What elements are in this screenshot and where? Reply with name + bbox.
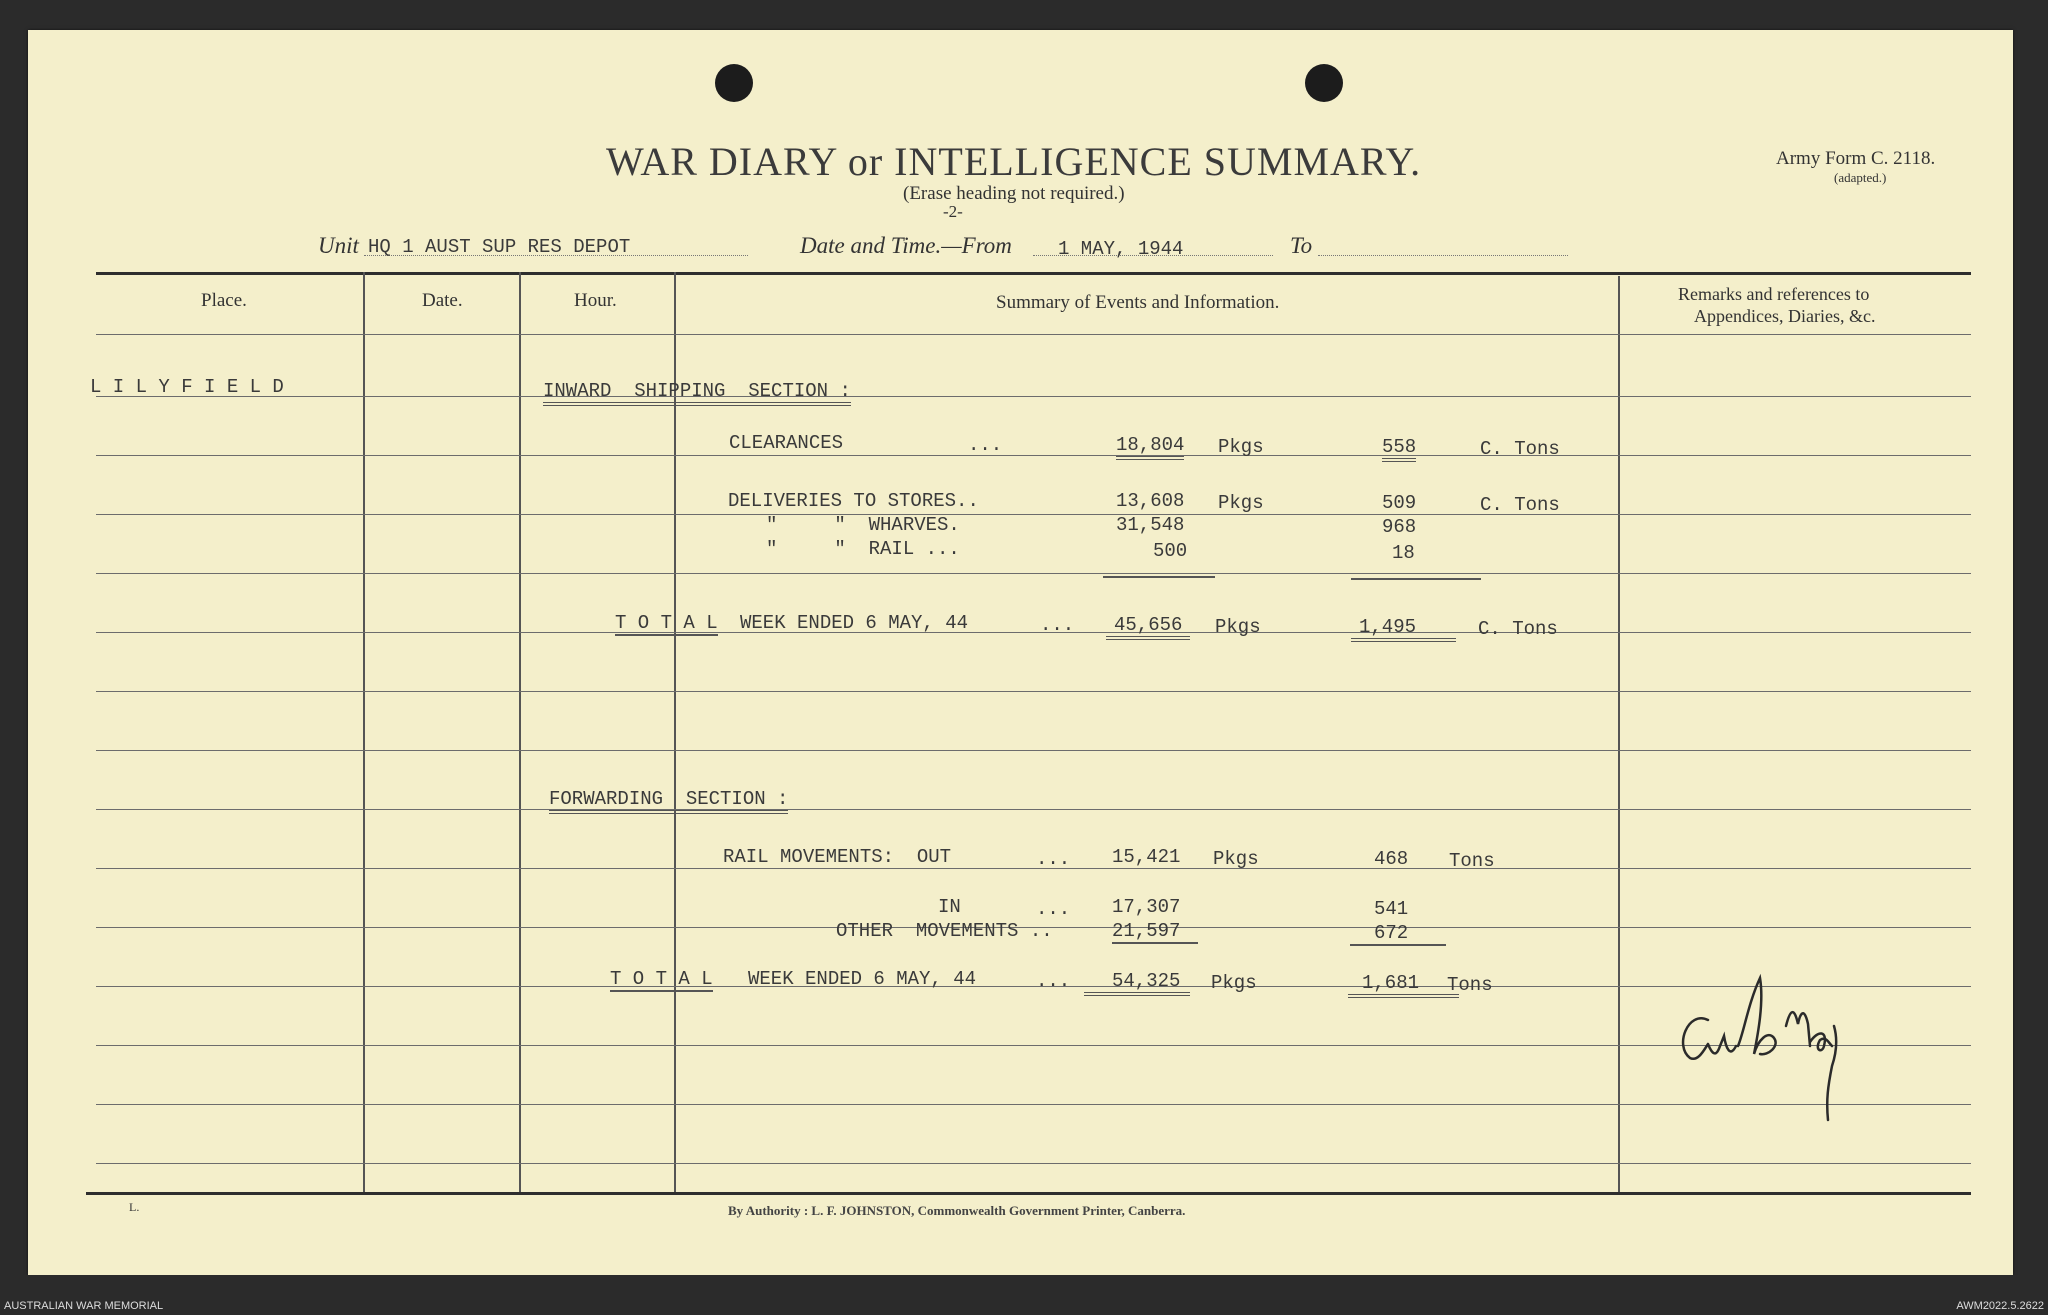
row-rule bbox=[96, 691, 1971, 692]
army-form-adapted: (adapted.) bbox=[1834, 170, 1887, 185]
subtotal-rule bbox=[1103, 576, 1215, 578]
forwarding-total-pkgs: 54,325 bbox=[1084, 970, 1190, 996]
ctons-unit: C. Tons bbox=[1478, 618, 1558, 640]
deliveries-stores-label: DELIVERIES TO STORES.. bbox=[728, 490, 979, 512]
clearances-pkgs: 18,804 bbox=[1116, 434, 1184, 460]
diary-page bbox=[28, 30, 2013, 1275]
row-rule bbox=[96, 809, 1971, 810]
rail-in-tons: 541 bbox=[1374, 898, 1409, 920]
forwarding-total-word: T O T A L bbox=[610, 968, 713, 990]
clearances-dots: ... bbox=[968, 434, 1003, 456]
other-movements-tons: 672 bbox=[1350, 922, 1446, 946]
other-movements-pkgs: 21,597 bbox=[1112, 920, 1198, 944]
rail-in-pkgs: 17,307 bbox=[1112, 896, 1181, 918]
rail-out-pkgs: 15,421 bbox=[1112, 846, 1181, 868]
place-entry: L I L Y F I E L D bbox=[90, 376, 284, 398]
forwarding-total-label: WEEK ENDED 6 MAY, 44 bbox=[748, 968, 977, 990]
unit-value: HQ 1 AUST SUP RES DEPOT bbox=[368, 236, 631, 258]
deliveries-stores-pkgs: 13,608 bbox=[1116, 490, 1185, 512]
to-label: To bbox=[1290, 233, 1313, 258]
pkgs-unit: Pkgs bbox=[1211, 972, 1257, 994]
column-divider bbox=[363, 272, 365, 1192]
header-remarks-2: Appendices, Diaries, &c. bbox=[1694, 306, 1876, 326]
header-hour: Hour. bbox=[574, 290, 617, 311]
forwarding-total-dots: ... bbox=[1036, 970, 1071, 992]
wharves-tons: 968 bbox=[1382, 516, 1417, 538]
signature bbox=[1668, 950, 1868, 1130]
rail-pkgs: 500 bbox=[1153, 540, 1188, 562]
wharves-label: " " WHARVES. bbox=[766, 514, 960, 536]
forwarding-total-tons: 1,681 bbox=[1348, 972, 1459, 998]
pkgs-unit: Pkgs bbox=[1218, 492, 1264, 514]
archive-caption-bar bbox=[0, 1275, 2048, 1315]
rail-out-dots: ... bbox=[1036, 848, 1071, 870]
rail-tons: 18 bbox=[1392, 542, 1415, 564]
form-title: WAR DIARY or INTELLIGENCE SUMMARY. bbox=[606, 139, 1422, 184]
punch-hole bbox=[1305, 64, 1343, 102]
header-remarks-1: Remarks and references to bbox=[1678, 284, 1870, 304]
rail-label: " " RAIL ... bbox=[766, 538, 960, 560]
date-time-label: Date and Time.—From bbox=[800, 233, 1012, 258]
inward-total-pkgs: 45,656 bbox=[1106, 614, 1190, 640]
tons-unit: Tons bbox=[1449, 850, 1495, 872]
inward-total-label: WEEK ENDED 6 MAY, 44 bbox=[740, 612, 969, 634]
rail-in-label: IN bbox=[938, 896, 961, 918]
row-rule bbox=[96, 573, 1971, 574]
header-summary: Summary of Events and Information. bbox=[996, 292, 1280, 313]
page-number: -2- bbox=[943, 202, 963, 221]
row-rule bbox=[96, 1163, 1971, 1164]
row-rule bbox=[96, 455, 1971, 456]
row-rule bbox=[96, 396, 1971, 397]
rail-out-tons: 468 bbox=[1374, 848, 1409, 870]
rail-movements-label: RAIL MOVEMENTS: OUT bbox=[723, 846, 952, 868]
archive-caption-right: AWM2022.5.2622 bbox=[1956, 1300, 2044, 1312]
other-movements-label: OTHER MOVEMENTS .. bbox=[836, 920, 1053, 942]
inward-total-dots: ... bbox=[1040, 614, 1075, 636]
header-date: Date. bbox=[422, 290, 463, 311]
punch-hole bbox=[715, 64, 753, 102]
column-divider bbox=[1618, 276, 1620, 1192]
pkgs-unit: Pkgs bbox=[1218, 436, 1264, 458]
row-rule bbox=[96, 632, 1971, 633]
column-divider bbox=[519, 272, 521, 1192]
army-form-number: Army Form C. 2118. bbox=[1776, 148, 1936, 169]
wharves-pkgs: 31,548 bbox=[1116, 514, 1185, 536]
printer-authority: By Authority : L. F. JOHNSTON, Commonwealth Government Printer, Canberra. bbox=[728, 1203, 1186, 1218]
deliveries-stores-tons: 509 bbox=[1382, 492, 1417, 514]
inward-total-word: T O T A L bbox=[615, 612, 718, 634]
ctons-unit: C. Tons bbox=[1480, 438, 1560, 460]
table-top-border bbox=[96, 272, 1971, 275]
form-subtitle: (Erase heading not required.) bbox=[903, 183, 1125, 204]
printer-code: L. bbox=[129, 1200, 140, 1214]
row-rule bbox=[96, 868, 1971, 869]
pkgs-unit: Pkgs bbox=[1215, 616, 1261, 638]
unit-label: Unit bbox=[318, 233, 359, 258]
pkgs-unit: Pkgs bbox=[1213, 848, 1259, 870]
clearances-tons: 558 bbox=[1382, 436, 1416, 462]
forwarding-section-heading: FORWARDING SECTION : bbox=[549, 788, 788, 814]
row-rule bbox=[96, 514, 1971, 515]
header-place: Place. bbox=[201, 290, 247, 311]
inward-total-tons: 1,495 bbox=[1351, 616, 1456, 642]
row-rule bbox=[96, 750, 1971, 751]
from-date: 1 MAY, 1944 bbox=[1058, 238, 1184, 260]
rail-in-dots: ... bbox=[1036, 898, 1071, 920]
table-bottom-border bbox=[86, 1192, 1971, 1195]
subtotal-rule bbox=[1351, 578, 1481, 580]
column-divider bbox=[674, 272, 676, 1192]
archive-caption-left: AUSTRALIAN WAR MEMORIAL bbox=[4, 1300, 164, 1312]
to-line bbox=[1318, 255, 1568, 256]
ctons-unit: C. Tons bbox=[1480, 494, 1560, 516]
row-rule bbox=[96, 334, 1971, 335]
clearances-label: CLEARANCES bbox=[729, 432, 844, 454]
tons-unit: Tons bbox=[1447, 974, 1493, 996]
inward-section-heading: INWARD SHIPPING SECTION : bbox=[543, 380, 851, 406]
